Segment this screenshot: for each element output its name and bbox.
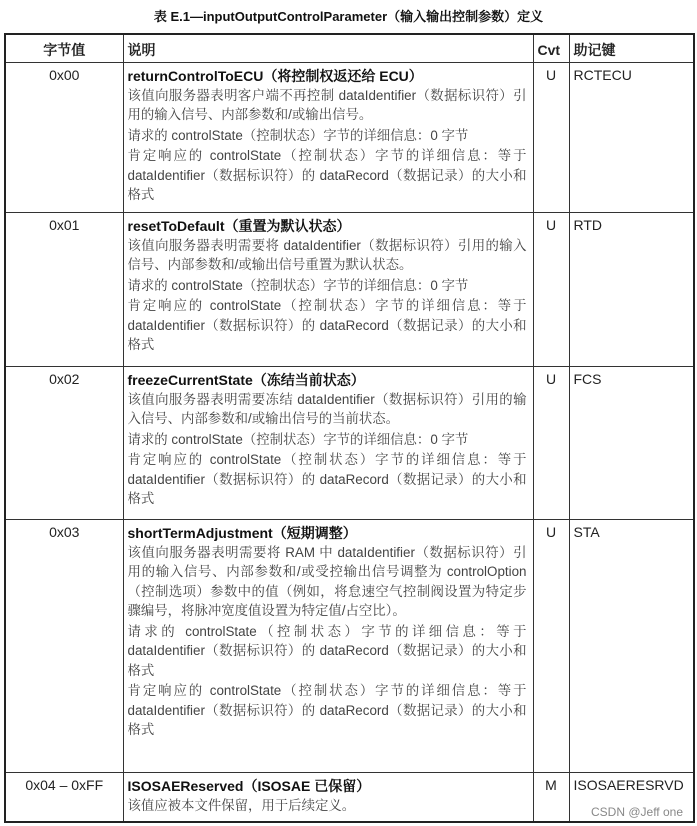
description-paragraph: 该值向服务器表明需要将 dataIdentifier（数据标识符）引用的输入信号、内部参数和/或输出信号重置为默认状态。 xyxy=(127,237,527,272)
description-cell xyxy=(123,366,533,519)
mnemonic-cell xyxy=(569,772,694,822)
cvt-value: U xyxy=(533,519,569,772)
description-cell xyxy=(123,62,533,212)
parameter-name: shortTermAdjustment（短期调整） xyxy=(127,524,357,541)
io-control-parameter-table xyxy=(4,33,695,823)
table-row xyxy=(5,772,694,822)
description-paragraph: 请求的 controlState（控制状态）字节的详细信息：0 字节 xyxy=(127,431,469,447)
byte-value: 0x00 xyxy=(5,62,123,212)
header-description: 说明 xyxy=(123,34,533,62)
cvt-value: U xyxy=(533,212,569,366)
description-paragraph: 请求的 controlState（控制状态）字节的详细信息：等于 dataIdentifier（数据标识符）的 dataRecord（数据记录）的大小和格式 xyxy=(127,623,527,678)
header-cvt: Cvt xyxy=(533,34,569,62)
description-paragraph: 肯定响应的 controlState（控制状态）字节的详细信息：等于 dataIdentifier（数据标识符）的 dataRecord（数据记录）的大小和格式 xyxy=(127,148,527,202)
description-paragraph: 该值向服务器表明需要冻结 dataIdentifier（数据标识符）引用的输入信号、内部参数和/或输出信号的当前状态。 xyxy=(127,391,527,426)
mnemonic: RTD xyxy=(573,216,603,233)
description-paragraph: 该值向服务器表明需要将 RAM 中 dataIdentifier（数据标识符）引用的输入信号、内部参数和/或受控输出信号调整为 controlOption（控制选项）参数中的值（例如，将怠速空气控制阀设置为特定步骤编号，将脉冲宽度值设置为特定值/占空比）。 xyxy=(127,544,527,618)
mnemonic-cell xyxy=(569,366,694,519)
byte-value: 0x04 – 0xFF xyxy=(5,772,123,822)
table-row xyxy=(5,366,694,519)
description-cell xyxy=(123,519,533,772)
parameter-name: resetToDefault（重置为默认状态） xyxy=(127,217,351,234)
description-paragraph: 该值应被本文件保留，用于后续定义。 xyxy=(127,797,356,813)
mnemonic: RCTECU xyxy=(573,66,632,83)
byte-value: 0x03 xyxy=(5,519,123,772)
cvt-value: M xyxy=(533,772,569,822)
description-paragraph: 肯定响应的 controlState（控制状态）字节的详细信息：等于 dataIdentifier（数据标识符）的 dataRecord（数据记录）的大小和格式 xyxy=(127,683,527,737)
table-title: 表 E.1—inputOutputControlParameter（输入输出控制参数）定义 xyxy=(153,9,544,24)
parameter-name: ISOSAEReserved（ISOSAE 已保留） xyxy=(127,777,371,794)
mnemonic-cell xyxy=(569,62,694,212)
mnemonic: ISOSAERESRVD xyxy=(573,776,684,793)
description-paragraph: 肯定响应的 controlState（控制状态）字节的详细信息：等于 dataIdentifier（数据标识符）的 dataRecord（数据记录）的大小和格式 xyxy=(127,298,527,352)
table-row xyxy=(5,62,694,212)
description-paragraph: 请求的 controlState（控制状态）字节的详细信息：0 字节 xyxy=(127,277,469,293)
byte-value: 0x02 xyxy=(5,366,123,519)
mnemonic: FCS xyxy=(573,370,602,387)
description-paragraph: 肯定响应的 controlState（控制状态）字节的详细信息：等于 dataIdentifier（数据标识符）的 dataRecord（数据记录）的大小和格式 xyxy=(127,452,527,506)
description-cell xyxy=(123,212,533,366)
byte-value: 0x01 xyxy=(5,212,123,366)
parameter-name: returnControlToECU（将控制权返还给 ECU） xyxy=(127,67,423,84)
parameter-name: freezeCurrentState（冻结当前状态） xyxy=(127,371,365,388)
mnemonic-cell xyxy=(569,519,694,772)
description-paragraph: 该值向服务器表明客户端不再控制 dataIdentifier（数据标识符）引用的输入信号、内部参数和/或输出信号。 xyxy=(127,87,527,122)
cvt-value: U xyxy=(533,366,569,519)
description-paragraph: 请求的 controlState（控制状态）字节的详细信息：0 字节 xyxy=(127,127,469,143)
header-mnemonic: 助记键 xyxy=(569,34,694,62)
table-row xyxy=(5,212,694,366)
table-header-row xyxy=(5,34,694,62)
table-row xyxy=(5,519,694,772)
description-cell xyxy=(123,772,533,822)
mnemonic: STA xyxy=(573,523,600,540)
header-byte-value: 字节值 xyxy=(5,34,123,62)
watermark: CSDN @Jeff one xyxy=(591,805,683,819)
cvt-value: U xyxy=(533,62,569,212)
mnemonic-cell xyxy=(569,212,694,366)
